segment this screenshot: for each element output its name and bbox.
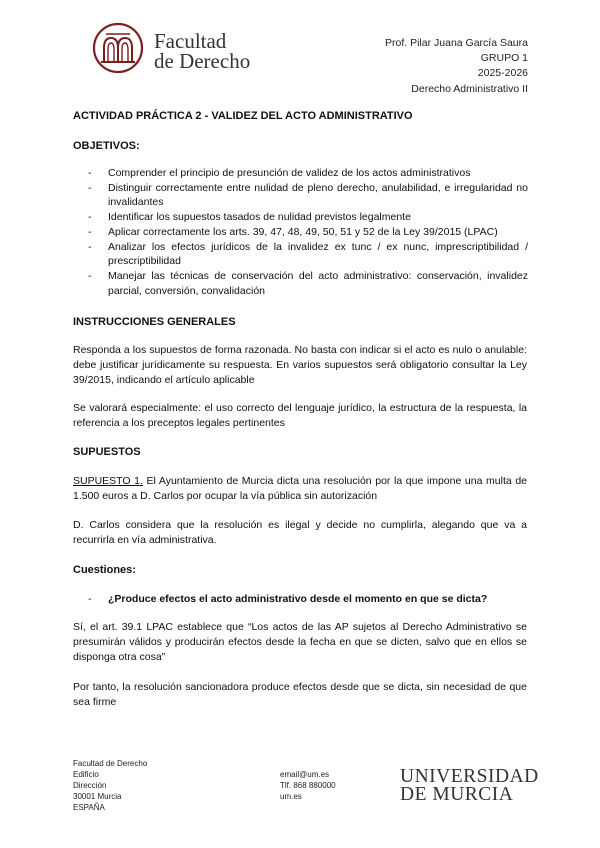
answer-1-paragraph-2: Por tanto, la resolución sancionadora produce efectos desde que se dicta, sin necesidad de que sea firme: [73, 681, 527, 708]
subject-name: Derecho Administrativo II: [411, 82, 528, 95]
university-line1: UNIVERSIDAD: [400, 766, 539, 787]
faculty-name-line2: de Derecho: [154, 49, 251, 73]
page-title: ACTIVIDAD PRÁCTICA 2 - VALIDEZ DEL ACTO ADMINISTRATIVO: [73, 110, 413, 122]
instructions-heading: INSTRUCCIONES GENERALES: [73, 316, 236, 328]
list-item: - Comprender el principio de presunción de validez de los actos administrativos: [88, 166, 528, 181]
university-line2: DE MURCIA: [400, 784, 514, 805]
footer-line: ESPAÑA: [73, 803, 105, 812]
list-item: - Aplicar correctamente los arts. 39, 47, 48, 49, 50, 51 y 52 de la Ley 39/2015 (LPAC): [88, 225, 528, 240]
professor-name: Prof. Pilar Juana García Saura: [385, 37, 528, 49]
footer-email[interactable]: email@um.es: [280, 770, 330, 779]
footer-contact: [280, 769, 336, 802]
footer-line: Facultad de Derecho: [73, 759, 148, 768]
faculty-logo: [92, 22, 342, 82]
case-1-label: SUPUESTO 1.: [73, 475, 143, 487]
cases-heading: SUPUESTOS: [73, 446, 141, 458]
list-item: - Manejar las técnicas de conservación del acto administrativo: conservación, invalidez parcial, conversión, convalidación: [88, 269, 528, 298]
footer-phone: Tlf. 868 880000: [280, 781, 336, 790]
footer-line: Dirección: [73, 781, 107, 790]
faculty-seal-icon: [92, 22, 144, 74]
university-logo: [400, 768, 539, 804]
case-1-paragraph: [73, 474, 527, 504]
footer-web[interactable]: um.es: [280, 792, 302, 801]
academic-year: 2025-2026: [477, 67, 528, 80]
questions-heading: Cuestiones:: [73, 564, 136, 576]
case-1-text: El Ayuntamiento de Murcia dicta una resolución por la que impone una multa de 1.500 euros a D. Carlos por ocupar la vía pública sin autorización: [73, 475, 527, 502]
header-info: [385, 36, 528, 97]
footer-address: [73, 758, 147, 813]
group-label: GRUPO 1: [480, 52, 528, 65]
list-item: - Analizar los efectos jurídicos de la invalidez ex tunc / ex nunc, imprescriptibilidad / prescriptibilidad: [88, 240, 528, 269]
objectives-list: [88, 166, 528, 298]
objectives-heading: OBJETIVOS:: [73, 140, 140, 152]
footer-line: 30001 Murcia: [73, 792, 122, 801]
case-1-paragraph-2: D. Carlos considera que la resolución es ilegal y decide no cumplirla, alegando que va a recurrirla en vía administrativa.: [73, 519, 527, 546]
instructions-paragraph-1: Responda a los supuestos de forma razonada. No basta con indicar si el acto es nulo o anulable: debe justificar jurídicamente su respuesta. En varios supuestos será obligatorio consultar la Ley 39/2015, indicando el artículo aplicable: [73, 344, 527, 386]
instructions-paragraph-2: Se valorará especialmente: el uso correcto del lenguaje jurídico, la estructura de la respuesta, la referencia a los preceptos legales pertinentes: [73, 402, 527, 429]
list-item: - Distinguir correctamente entre nulidad de pleno derecho, anulabilidad, e irregularidad no invalidantes: [88, 181, 528, 210]
list-item: - Identificar los supuestos tasados de nulidad previstos legalmente: [88, 210, 528, 225]
faculty-name-line1: Facultad: [154, 29, 227, 53]
answer-1-paragraph: Sí, el art. 39.1 LPAC establece que “Los actos de las AP sujetos al Derecho Administrativo se presumirán válidos y producirán efectos desde la fecha en que se dicten, salvo que en ellos se disponga otra cosa”: [73, 621, 527, 663]
question-1-text: ¿Produce efectos el acto administrativo desde el momento en que se dicta?: [108, 593, 488, 605]
footer-line: Edificio: [73, 770, 99, 779]
